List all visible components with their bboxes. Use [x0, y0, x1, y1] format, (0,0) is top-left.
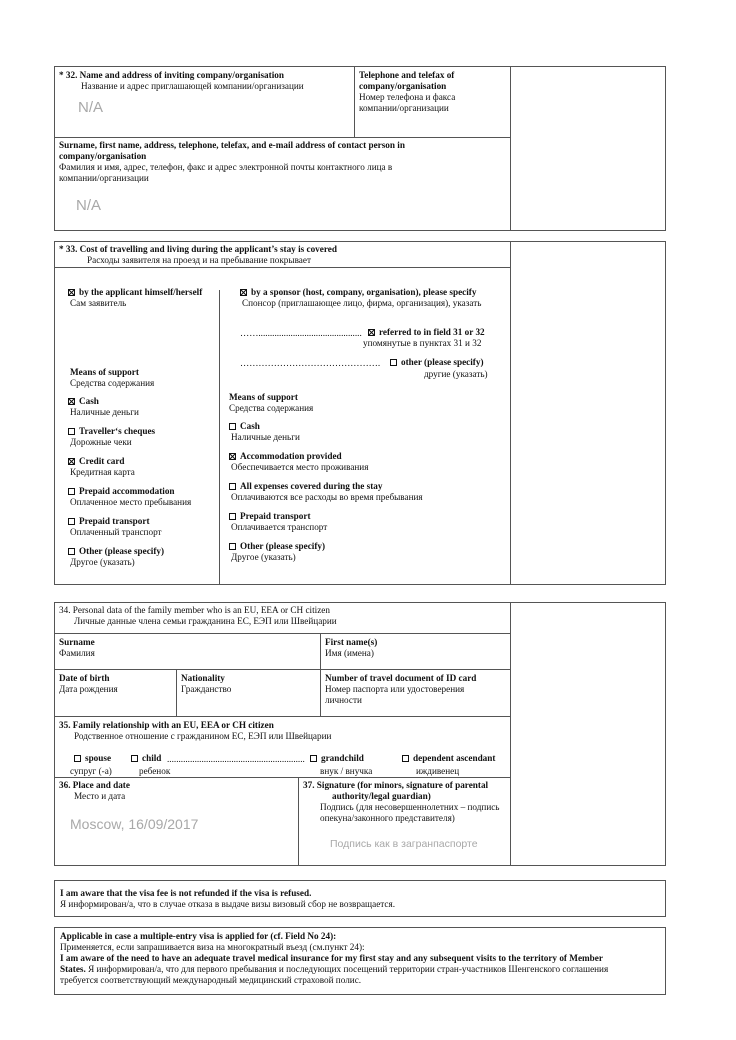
divider — [320, 633, 321, 716]
applicant-support-option[interactable] — [68, 516, 150, 527]
signature-value[interactable]: Подпись как в загранпаспорте — [330, 838, 478, 850]
child-option-ru: ребенок — [139, 766, 171, 776]
applicant-support-option[interactable] — [68, 546, 164, 557]
multiple-entry-line: требуется соответствующий международный медицинский страховой полис. — [60, 975, 362, 985]
field-34-label: 34. Personal data of the family member who is an EU, EEA or CH citizen — [59, 605, 330, 615]
surname-label: Surname — [59, 637, 95, 647]
applicant-support-option-ru: Дорожные чеки — [70, 437, 132, 447]
sponsor-support-option-ru: Оплачиваются все расходы во время пребывания — [231, 492, 423, 502]
contact-person-label-ru: компании/организации — [59, 173, 149, 183]
applicant-support-option[interactable] — [68, 456, 125, 467]
telephone-label: Telephone and telefax of — [359, 70, 455, 80]
sponsor-support-option-ru: Оплачивается транспорт — [231, 522, 328, 532]
applicant-support-option[interactable] — [68, 486, 175, 497]
sponsor-support-checkbox[interactable] — [229, 513, 236, 520]
means-of-support-label-ru: Средства содержания — [70, 378, 155, 388]
multiple-entry-line: I am aware of the need to have an adequate travel medical insurance for my first stay and any subsequent visits to the territory of Member — [60, 953, 603, 963]
child-checkbox[interactable] — [131, 755, 138, 762]
sponsor-support-option[interactable] — [229, 511, 311, 522]
spouse-option-ru: супруг (-а) — [70, 766, 112, 776]
applicant-support-option-label: Other (please specify) — [79, 546, 165, 556]
divider — [510, 241, 511, 585]
sponsor-dots: ……............................................. — [240, 328, 362, 338]
applicant-support-option-label: Cash — [79, 396, 99, 406]
contact-person-label: Surname, first name, address, telephone, telefax, and e-mail address of contact person in — [59, 140, 405, 150]
sponsor-support-option[interactable] — [229, 451, 342, 462]
applicant-support-option-ru: Оплаченное место пребывания — [70, 497, 192, 507]
telephone-label-ru: Номер телефона и факса — [359, 92, 456, 102]
divider — [54, 716, 511, 717]
sponsor-support-option-label: Cash — [240, 421, 260, 431]
sponsor-support-option[interactable] — [229, 421, 260, 432]
multiple-entry-line — [60, 964, 608, 975]
sponsor-support-option-ru: Обеспечивается место проживания — [231, 462, 369, 472]
place-and-date-value[interactable]: Moscow, 16/09/2017 — [70, 816, 199, 832]
applicant-support-option-label: Credit card — [79, 456, 125, 466]
sponsor-support-checkbox[interactable] — [229, 543, 236, 550]
applicant-option-ru: Сам заявитель — [70, 298, 127, 308]
sponsor-option-ru: Спонсор (приглашающее лицо, фирма, организация), указать — [242, 298, 482, 308]
field-33-label: * 33. Cost of travelling and living during the applicant’s stay is covered — [59, 244, 337, 254]
other-option[interactable]: other (please specify) — [390, 357, 484, 368]
field-37-label-ru: Подпись (для несовершеннолетних – подпись — [320, 802, 500, 812]
referred-checkbox[interactable] — [368, 329, 375, 336]
applicant-option[interactable]: by the applicant himself/herself — [68, 287, 202, 298]
surname-label-ru: Фамилия — [59, 648, 95, 658]
sponsor-means-label-ru: Средства содержания — [229, 403, 314, 413]
multiple-entry-line: Applicable in case a multiple-entry visa is applied for (cf. Field No 24): — [60, 931, 337, 941]
field-36-label: 36. Place and date — [59, 780, 130, 790]
referred-option-ru: упомянутые в пунктах 31 и 32 — [363, 338, 482, 348]
other-option-ru: другие (указать) — [424, 369, 488, 379]
contact-person-label: company/organisation — [59, 151, 147, 161]
grandchild-option-ru: внук / внучка — [320, 766, 373, 776]
applicant-checkbox[interactable] — [68, 289, 75, 296]
other-dots: ………………………………………. — [240, 358, 381, 368]
ascendant-checkbox[interactable] — [402, 755, 409, 762]
sponsor-support-option-ru: Наличные деньги — [231, 432, 300, 442]
applicant-support-option-ru: Оплаченный транспорт — [70, 527, 162, 537]
multiple-entry-bold: States. — [60, 964, 86, 974]
referred-option[interactable]: referred to in field 31 or 32 — [368, 327, 485, 338]
fee-notice-en: I am aware that the visa fee is not refunded if the visa is refused. — [60, 888, 312, 898]
sponsor-option[interactable]: by a sponsor (host, company, organisation), please specify — [240, 287, 476, 298]
applicant-support-checkbox[interactable] — [68, 398, 75, 405]
field-37-label-ru: опекуна/законного представителя) — [320, 813, 455, 823]
sponsor-support-option[interactable] — [229, 481, 383, 492]
sponsor-means-label: Means of support — [229, 392, 298, 402]
applicant-support-option-label: Traveller‘s cheques — [79, 426, 156, 436]
sponsor-support-option-label: Other (please specify) — [240, 541, 326, 551]
other-checkbox[interactable] — [390, 359, 397, 366]
field-37-label: authority/legal guardian) — [332, 791, 431, 801]
applicant-support-option[interactable] — [68, 396, 99, 407]
field-35-label-ru: Родственное отношение с гражданином ЕС, ЕЭП или Швейцарии — [74, 731, 332, 741]
sponsor-checkbox[interactable] — [240, 289, 247, 296]
date-of-birth-label: Date of birth — [59, 673, 110, 683]
first-name-label: First name(s) — [325, 637, 378, 647]
applicant-support-checkbox[interactable] — [68, 548, 75, 555]
applicant-support-option-ru: Другое (указать) — [70, 557, 135, 567]
nationality-label-ru: Гражданство — [181, 684, 232, 694]
telephone-label-ru: компании/организации — [359, 103, 449, 113]
contact-person-value[interactable]: N/A — [76, 197, 102, 214]
date-of-birth-label-ru: Дата рождения — [59, 684, 118, 694]
telephone-label: company/organisation — [359, 81, 447, 91]
sponsor-support-option-label: Prepaid transport — [240, 511, 311, 521]
multiple-entry-text: Я информирован/а, что для первого пребывания и последующих посещений территории стран-участников Шенгенского соглашения — [85, 964, 609, 974]
field-34-label-ru: Личные данные члена семьи гражданина ЕС, ЕЭП или Швейцарии — [74, 616, 337, 626]
divider — [176, 669, 177, 716]
grandchild-option[interactable]: grandchild — [310, 753, 364, 764]
field-32-label: * 32. Name and address of inviting company/organisation — [59, 70, 284, 80]
divider — [54, 633, 511, 634]
divider — [354, 66, 355, 137]
travel-document-label-ru: личности — [325, 695, 362, 705]
applicant-support-option[interactable] — [68, 426, 155, 437]
field-32-label-ru: Название и адрес приглашающей компании/организации — [81, 81, 304, 91]
inviting-company-value[interactable]: N/A — [78, 99, 104, 116]
child-dots: ............................................................ — [167, 754, 305, 764]
sponsor-support-checkbox[interactable] — [229, 483, 236, 490]
divider — [54, 267, 511, 268]
applicant-support-checkbox[interactable] — [68, 458, 75, 465]
sponsor-support-option[interactable] — [229, 541, 325, 552]
divider — [54, 777, 511, 778]
divider — [219, 290, 220, 585]
field-35-label: 35. Family relationship with an EU, EEA or CH citizen — [59, 720, 274, 730]
field-37-label: 37. Signature (for minors, signature of parental — [303, 780, 489, 790]
applicant-support-option-ru: Наличные деньги — [70, 407, 139, 417]
travel-document-label: Number of travel document of ID card — [325, 673, 477, 683]
contact-person-label-ru: Фамилия и имя, адрес, телефон, факс и адрес электронной почты контактного лица в — [59, 162, 393, 172]
field-33-label-ru: Расходы заявителя на проезд и на пребывание покрывает — [87, 255, 311, 265]
child-option[interactable]: child — [131, 753, 161, 764]
divider — [54, 669, 511, 670]
divider — [298, 777, 299, 866]
applicant-support-checkbox[interactable] — [68, 518, 75, 525]
sponsor-support-checkbox[interactable] — [229, 453, 236, 460]
fee-notice-ru: Я информирован/а, что в случае отказа в выдаче визы визовый сбор не возвращается. — [60, 899, 396, 909]
spouse-option[interactable]: spouse — [74, 753, 111, 764]
spouse-checkbox[interactable] — [74, 755, 81, 762]
ascendant-option[interactable]: dependent ascendant — [402, 753, 495, 764]
means-of-support-label: Means of support — [70, 367, 139, 377]
first-name-label-ru: Имя (имена) — [325, 648, 374, 658]
applicant-support-checkbox[interactable] — [68, 428, 75, 435]
applicant-support-checkbox[interactable] — [68, 488, 75, 495]
divider — [510, 602, 511, 866]
applicant-support-option-ru: Кредитная карта — [70, 467, 135, 477]
applicant-support-option-label: Prepaid accommodation — [79, 486, 175, 496]
grandchild-checkbox[interactable] — [310, 755, 317, 762]
sponsor-support-option-ru: Другое (указать) — [231, 552, 296, 562]
sponsor-support-option-label: All expenses covered during the stay — [240, 481, 383, 491]
divider — [54, 137, 511, 138]
multiple-entry-line: Применяется, если запрашивается виза на многократный въезд (см.пункт 24): — [60, 942, 365, 952]
travel-document-label-ru: Номер паспорта или удостоверения — [325, 684, 465, 694]
sponsor-support-option-label: Accommodation provided — [240, 451, 342, 461]
sponsor-support-checkbox[interactable] — [229, 423, 236, 430]
divider — [510, 66, 511, 231]
field-36-label-ru: Место и дата — [74, 791, 126, 801]
applicant-support-option-label: Prepaid transport — [79, 516, 150, 526]
ascendant-option-ru: иждивенец — [416, 766, 460, 776]
nationality-label: Nationality — [181, 673, 225, 683]
